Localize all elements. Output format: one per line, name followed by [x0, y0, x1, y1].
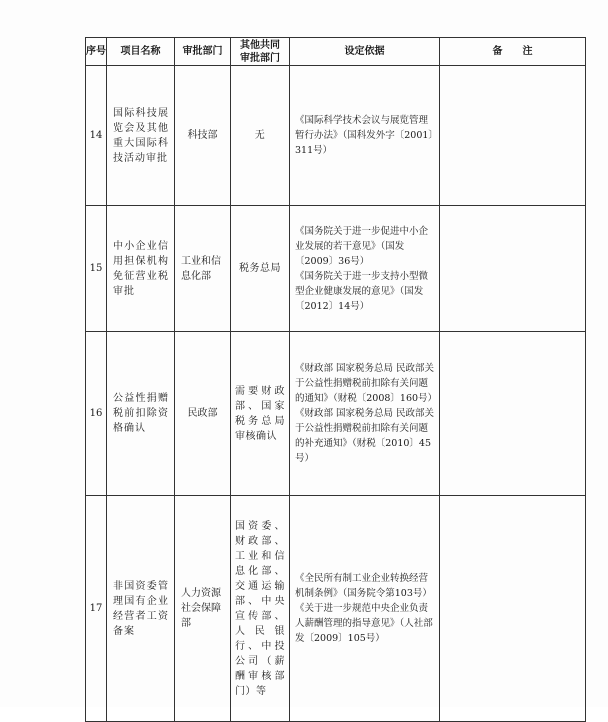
header-note: 备 注 [440, 38, 586, 66]
row-other: 税务总局 [231, 206, 290, 332]
row-dept: 工业和信息化部 [175, 206, 231, 332]
table-row [86, 66, 586, 206]
row-other: 无 [231, 66, 290, 206]
basis-item: 《财政部 国家税务总局 民政部关于公益性捐赠税前扣除有关问题的通知》（财税〔2008〕160号） [295, 363, 438, 404]
row-no: 17 [86, 496, 107, 722]
row-no: 16 [86, 332, 107, 496]
basis-item: 《财政部 国家税务总局 民政部关于公益性捐赠税前扣除有关问题的补充通知》（财税〔2010〕45号） [295, 408, 435, 464]
approval-table [85, 37, 586, 722]
row-note [440, 66, 586, 206]
header-basis: 设定依据 [290, 38, 440, 66]
row-name: 中小企业信用担保机构免征营业税审批 [107, 206, 175, 332]
row-dept: 人力资源社会保障部 [175, 496, 231, 722]
row-basis [290, 496, 440, 722]
row-note [440, 332, 586, 496]
basis-item: 《全民所有制工业企业转换经营机制条例》（国务院令第103号） [295, 573, 432, 599]
table-row [86, 206, 586, 332]
row-basis [290, 206, 440, 332]
row-no: 15 [86, 206, 107, 332]
table-row [86, 496, 586, 722]
header-dept: 审批部门 [175, 38, 231, 66]
row-note [440, 496, 586, 722]
row-other: 国资委、财政部、工业和信息化部、交通运输部、中央宣传部、人民银行、中投公司（薪酬审核部门）等 [231, 496, 290, 722]
row-dept: 民政部 [175, 332, 231, 496]
row-basis [290, 66, 440, 206]
header-other: 其他共同 审批部门 [231, 38, 290, 66]
basis-item: 《国务院关于进一步促进中小企业发展的若干意见》（国发〔2009〕36号） [295, 225, 429, 267]
table-header-row [86, 38, 586, 66]
header-no: 序号 [86, 38, 107, 66]
row-name: 非国资委管理国有企业经营者工资备案 [107, 496, 175, 722]
row-other: 需要财政部、国家税务总局审核确认 [231, 332, 290, 496]
row-no: 14 [86, 66, 107, 206]
basis-item: 《国际科学技术会议与展览管理暂行办法》（国科发外字〔2001〕311号） [295, 115, 434, 156]
basis-item: 《关于进一步规范中央企业负责人薪酬管理的指导意见》（人社部发〔2009〕105号） [295, 603, 433, 644]
row-dept: 科技部 [175, 66, 231, 206]
row-basis [290, 332, 440, 496]
row-name: 国际科技展览会及其他重大国际科技活动审批 [107, 66, 175, 206]
row-note [440, 206, 586, 332]
basis-item: 《国务院关于进一步支持小型微型企业健康发展的意见》（国发〔2012〕14号） [295, 270, 429, 312]
table-row [86, 332, 586, 496]
header-name: 项目名称 [107, 38, 175, 66]
row-name: 公益性捐赠税前扣除资格确认 [107, 332, 175, 496]
